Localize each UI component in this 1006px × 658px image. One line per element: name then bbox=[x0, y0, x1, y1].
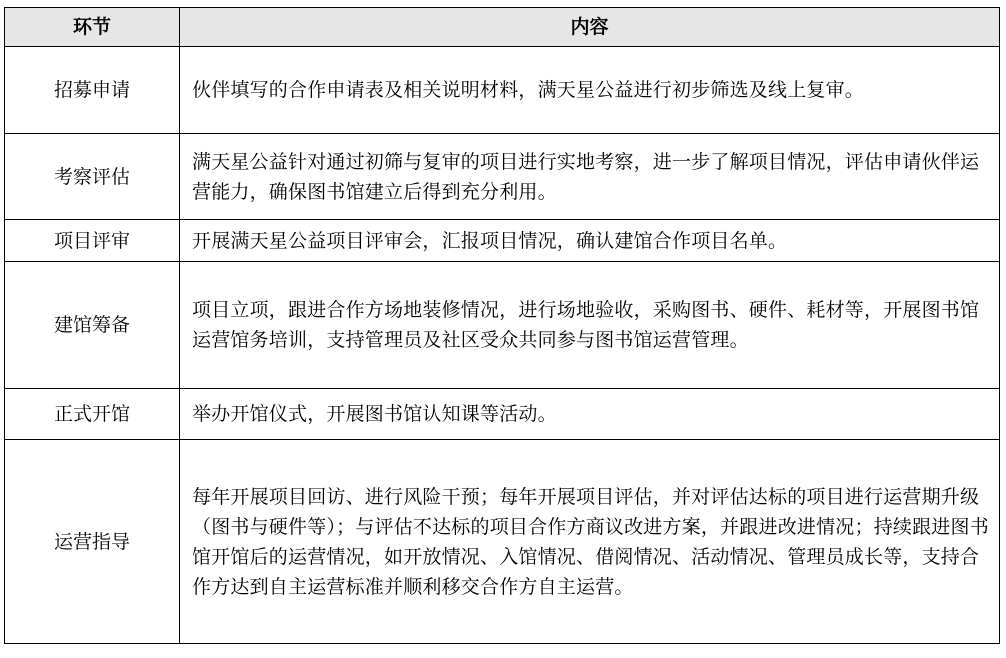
content-cell: 伙伴填写的合作申请表及相关说明材料，满天星公益进行初步筛选及线上复审。 bbox=[180, 47, 1000, 134]
stage-cell: 建馆筹备 bbox=[5, 262, 180, 389]
content-cell: 项目立项，跟进合作方场地装修情况，进行场地验收，采购图书、硬件、耗材等，开展图书馆运营馆务培训，支持管理员及社区受众共同参与图书馆运营管理。 bbox=[180, 262, 1000, 389]
stage-cell: 正式开馆 bbox=[5, 389, 180, 440]
header-row bbox=[5, 8, 1000, 47]
header-content: 内容 bbox=[180, 8, 1000, 47]
content-cell: 举办开馆仪式，开展图书馆认知课等活动。 bbox=[180, 389, 1000, 440]
table-row bbox=[5, 134, 1000, 220]
table-body bbox=[5, 47, 1000, 644]
content-cell: 开展满天星公益项目评审会，汇报项目情况，确认建馆合作项目名单。 bbox=[180, 220, 1000, 262]
stage-cell: 项目评审 bbox=[5, 220, 180, 262]
content-cell: 每年开展项目回访、进行风险干预；每年开展项目评估，并对评估达标的项目进行运营期升级（图书与硬件等）；与评估不达标的项目合作方商议改进方案，并跟进改进情况；持续跟进图书馆开馆后的运营情况，如开放情况、入馆情况、借阅情况、活动情况、管理员成长等，支持合作方达到自主运营标准并顺利移交合作方自主运营。 bbox=[180, 440, 1000, 644]
process-table bbox=[4, 7, 1000, 644]
table-row bbox=[5, 389, 1000, 440]
table-row bbox=[5, 220, 1000, 262]
stage-cell: 招募申请 bbox=[5, 47, 180, 134]
table-header bbox=[5, 8, 1000, 47]
stage-cell: 考察评估 bbox=[5, 134, 180, 220]
stage-cell: 运营指导 bbox=[5, 440, 180, 644]
table-row bbox=[5, 440, 1000, 644]
table-row bbox=[5, 262, 1000, 389]
table-row bbox=[5, 47, 1000, 134]
header-stage: 环节 bbox=[5, 8, 180, 47]
content-cell: 满天星公益针对通过初筛与复审的项目进行实地考察，进一步了解项目情况，评估申请伙伴运营能力，确保图书馆建立后得到充分利用。 bbox=[180, 134, 1000, 220]
